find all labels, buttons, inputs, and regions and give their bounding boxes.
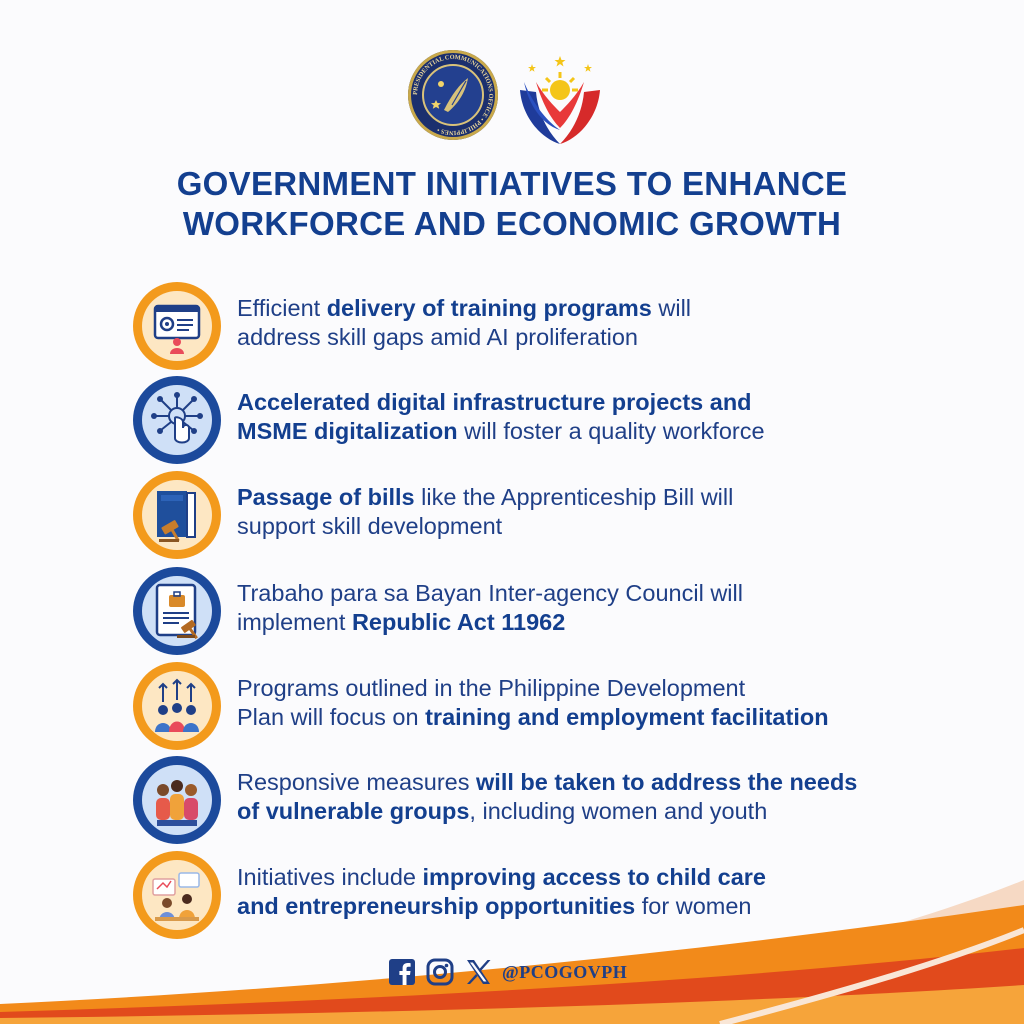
people-growth-icon — [133, 662, 221, 750]
item-text-line-2 — [237, 608, 997, 637]
item-emphasis: of vulnerable groups — [237, 798, 470, 824]
item-text-line-1 — [237, 768, 997, 797]
list-item — [133, 282, 1003, 372]
item-text-part: Plan will focus on — [237, 704, 426, 730]
item-text-line-1 — [237, 579, 997, 608]
item-text-line-2 — [237, 323, 997, 352]
item-text-line-2 — [237, 417, 997, 446]
women-group-icon — [133, 756, 221, 844]
item-text-part: , including women and youth — [469, 798, 768, 824]
facebook-icon[interactable] — [388, 958, 416, 986]
item-text-part: Programs outlined in the Philippine Development — [237, 675, 746, 701]
digital-network-touch-icon — [133, 376, 221, 464]
instagram-icon[interactable] — [426, 958, 454, 986]
list-item — [133, 471, 1003, 561]
item-emphasis: Passage of bills — [237, 484, 415, 510]
item-text-line-2 — [237, 703, 997, 732]
item-text — [237, 294, 997, 352]
item-text-line-2 — [237, 512, 997, 541]
list-item — [133, 376, 1003, 466]
item-text — [237, 579, 997, 637]
item-text-part: Efficient — [237, 295, 327, 321]
item-text-part: will — [651, 295, 692, 321]
item-text-part: address skill gaps amid AI proliferation — [237, 324, 639, 350]
list-item — [133, 851, 1003, 941]
list-item — [133, 756, 1003, 846]
item-text — [237, 483, 997, 541]
page-title — [0, 164, 1024, 244]
item-text-part: Initiatives include — [237, 864, 423, 890]
item-emphasis: and entrepreneurship opportunities — [237, 893, 636, 919]
list-item — [133, 567, 1003, 657]
item-text — [237, 674, 997, 732]
item-text-part: will foster a quality workforce — [457, 418, 765, 444]
item-text-part: support skill development — [237, 513, 503, 539]
law-books-gavel-icon — [133, 471, 221, 559]
svg-text:PRESIDENTIAL COMMUNICATIONS OF: PRESIDENTIAL COMMUNICATIONS OFFICE • PHILIPPINES • — [411, 53, 495, 137]
pco-seal-logo — [408, 50, 498, 140]
list-item — [133, 662, 1003, 752]
item-text-line-1 — [237, 388, 997, 417]
x-icon[interactable] — [464, 958, 492, 986]
item-emphasis: will be taken to address the needs — [476, 769, 858, 795]
item-text-line-1 — [237, 674, 997, 703]
women-entrepreneurs-icon — [133, 851, 221, 939]
item-text-line-1 — [237, 483, 997, 512]
item-text-line-2 — [237, 797, 997, 826]
item-emphasis: Republic Act 11962 — [351, 609, 566, 635]
item-text-line-2 — [237, 892, 997, 921]
item-emphasis: delivery of training programs — [326, 295, 652, 321]
philippine-flag-emblem — [512, 52, 608, 148]
item-text-line-1 — [237, 863, 997, 892]
item-text-line-1 — [237, 294, 997, 323]
social-handle[interactable]: @PCOGOVPH — [502, 962, 628, 982]
item-text — [237, 768, 997, 826]
item-text-part: Trabaho para sa Bayan Inter-agency Council will — [237, 580, 743, 606]
item-emphasis: MSME digitalization — [237, 418, 458, 444]
document-gavel-icon — [133, 567, 221, 655]
title-line-1: GOVERNMENT INITIATIVES TO ENHANCE — [176, 165, 848, 202]
item-text — [237, 388, 997, 446]
training-monitor-icon — [133, 282, 221, 370]
title-line-2: WORKFORCE AND ECONOMIC GROWTH — [182, 205, 842, 242]
item-text-part: like the Apprenticeship Bill will — [414, 484, 734, 510]
item-text-part: implement — [237, 609, 352, 635]
item-text — [237, 863, 997, 921]
item-text-part: for women — [635, 893, 752, 919]
item-emphasis: Accelerated digital infrastructure projects and — [237, 389, 752, 415]
item-text-part: Responsive measures — [237, 769, 477, 795]
item-emphasis: improving access to child care — [422, 864, 766, 890]
item-emphasis: training and employment facilitation — [425, 704, 829, 730]
header-logos — [0, 50, 1024, 142]
